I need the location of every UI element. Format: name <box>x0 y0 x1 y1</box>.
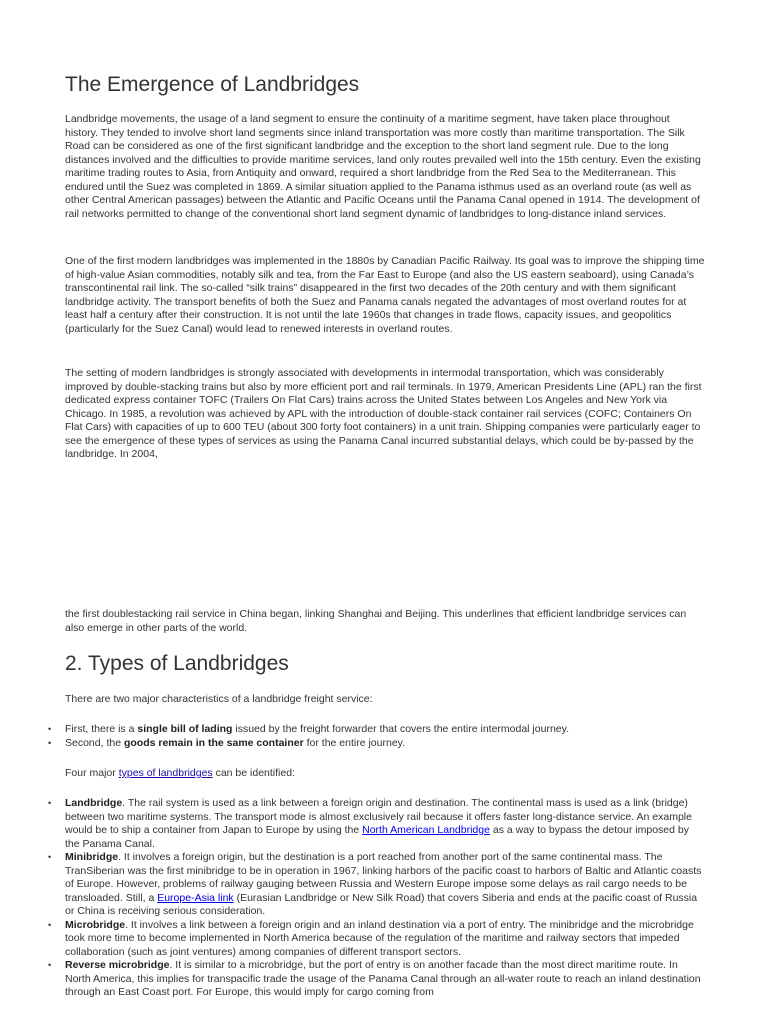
list-text: First, there is a <box>65 723 138 735</box>
type-text: as a way to bypass the detour imposed by the Panama Canal. <box>65 824 689 850</box>
characteristics-intro: There are two major characteristics of a landbridge freight service: <box>65 693 373 705</box>
list-text: Second, the <box>65 736 124 749</box>
type-text: . It involves a foreign origin, but the destination is a port reached from another port of the same continental mass. The TranSiberian was the first minibridge to be in operation in 1967, linking harbors of the pacific coast to harbors of Baltic and Atlantic coasts of Europe. However, problems of railway gauging between Russia and Western Europe impose some delays as rail cargo needs to be transloaded. Still, a <box>65 851 702 904</box>
type-text: . It involves a link between a foreign origin and an inland destination via a port of entry. The minibridge and the microbridge took more time to become implemented in North America because of the regulation of the maritime and railway sectors that impeded collaboration (such as joint ventures) among companies of different transport sectors. <box>65 918 694 958</box>
paragraph-4: the first doublestacking rail service in China began, linking Shanghai and Beijing. This underlines that efficient landbridge services can also emerge in other parts of the world. <box>65 608 687 634</box>
list-bold-text: goods remain in the same container <box>123 736 304 749</box>
paragraph-2: One of the first modern landbridges was implemented in the 1880s by Canadian Pacific Railway. Its goal was to improve the shipping time of high-value Asian commodities, notably silk and tea, from the Far East to Europe (and also the US eastern seaboard), using Canada’s transcontinental rail link. The so-called “silk trains” disappeared in the first two decades of the 20th century and with them significant landbridge activity. The transport benefits of both the Suez and Panama canals negated the advantages of most overland routes for at least half a century after their construction. It is not until the late 1960s that changes in trade flows, capacity issues, and geopolitics (particularly for the Suez Canal) would lead to renewed interests in overland routes. <box>65 255 705 335</box>
types-intro-text: can be identified: <box>212 767 295 779</box>
section-title-types: 2. Types of Landbridges <box>65 652 289 675</box>
paragraph-1: Landbridge movements, the usage of a land segment to ensure the continuity of a maritime segment, have taken place throughout history. They tended to involve short land segments since inland transportation was more costly than maritime transportation. The Silk Road can be considered as one of the first significant landbridge and the exception to the short land segment rule. Due to the long distances involved and the difficulties to provide maritime services, land only routes prevailed well into the 15th century. Even the existing maritime trading routes to Asia, from Antiquity and onward, required a short landbridge from the Red Sea to the Mediterranean. This endured until the Suez was completed in 1869. A similar situation applied to the Panama isthmus used as an overland route (as well as other Central American passages) between the Atlantic and Pacific Oceans until the Panama Canal opened in 1914. The development of rail networks permitted to change of the conventional short land segment dynamic of landbridges to long-distance inland services. <box>65 113 701 220</box>
type-text: . The rail system is used as a link between a foreign origin and destination. The continental mass is used as a link (bridge) between two maritime systems. The transport mode is almost exclusively rail because it offers faster long-distance service. An example would be to ship a container from Japan to Europe by using the <box>65 797 692 836</box>
list-item <box>65 737 705 751</box>
types-of-landbridges-link[interactable]: types of landbridges <box>118 767 213 779</box>
types-list <box>65 797 705 1000</box>
types-intro <box>65 767 705 781</box>
type-text: (Eurasian Landbridge or New Silk Road) that covers Siberia and ends at the pacific coast of Russia or China is receiving serious consideration. <box>65 891 698 917</box>
type-name: Minibridge <box>65 851 119 863</box>
europe-asia-link[interactable]: Europe-Asia link <box>157 891 234 904</box>
type-name: Landbridge <box>65 797 123 809</box>
type-text: . It is similar to a microbridge, but the port of entry is on another facade than the most direct maritime route. In North America, this implies for transpacific trade the usage of the Panama Canal through an all-water route to reach an inland destination through an East Coast port. For Europe, this would imply for cargo coming from <box>65 959 701 998</box>
list-item-reverse-microbridge <box>65 959 705 1000</box>
list-item <box>65 723 705 737</box>
section-title-emergence: The Emergence of Landbridges <box>65 73 360 96</box>
type-name: Microbridge <box>65 918 126 931</box>
list-item-microbridge <box>65 919 705 960</box>
north-american-landbridge-link[interactable]: North American Landbridge <box>362 824 490 836</box>
list-text: issued by the freight forwarder that covers the entire intermodal journey. <box>232 723 570 735</box>
list-item-minibridge <box>65 851 705 919</box>
list-bold-text: single bill of lading <box>137 723 233 735</box>
list-text: for the entire journey. <box>303 736 406 749</box>
type-name: Reverse microbridge <box>65 959 170 971</box>
paragraph-3: The setting of modern landbridges is strongly associated with developments in intermodal transportation, which was considerably improved by double-stacking trains but also by more efficient port and rail terminals. In 1979, American Presidents Line (APL) ran the first dedicated express container TOFC (Trailers On Flat Cars) trains across the United States between Los Angeles and New York via Chicago. In 1985, a revolution was achieved by APL with the introduction of double-stack container rail services (COFC; Containers On Flat Cars) with capacities of up to 600 TEU (about 300 forty foot containers) in a unit train. Shipping companies were particularly eager to see the emergence of these types of services as using the Panama Canal incurred substantial delays, which could be by-passed by the landbridge. In 2004, <box>65 367 702 460</box>
list-item-landbridge <box>65 797 705 851</box>
types-intro-text: Four major <box>65 767 119 779</box>
characteristics-list <box>65 723 705 750</box>
